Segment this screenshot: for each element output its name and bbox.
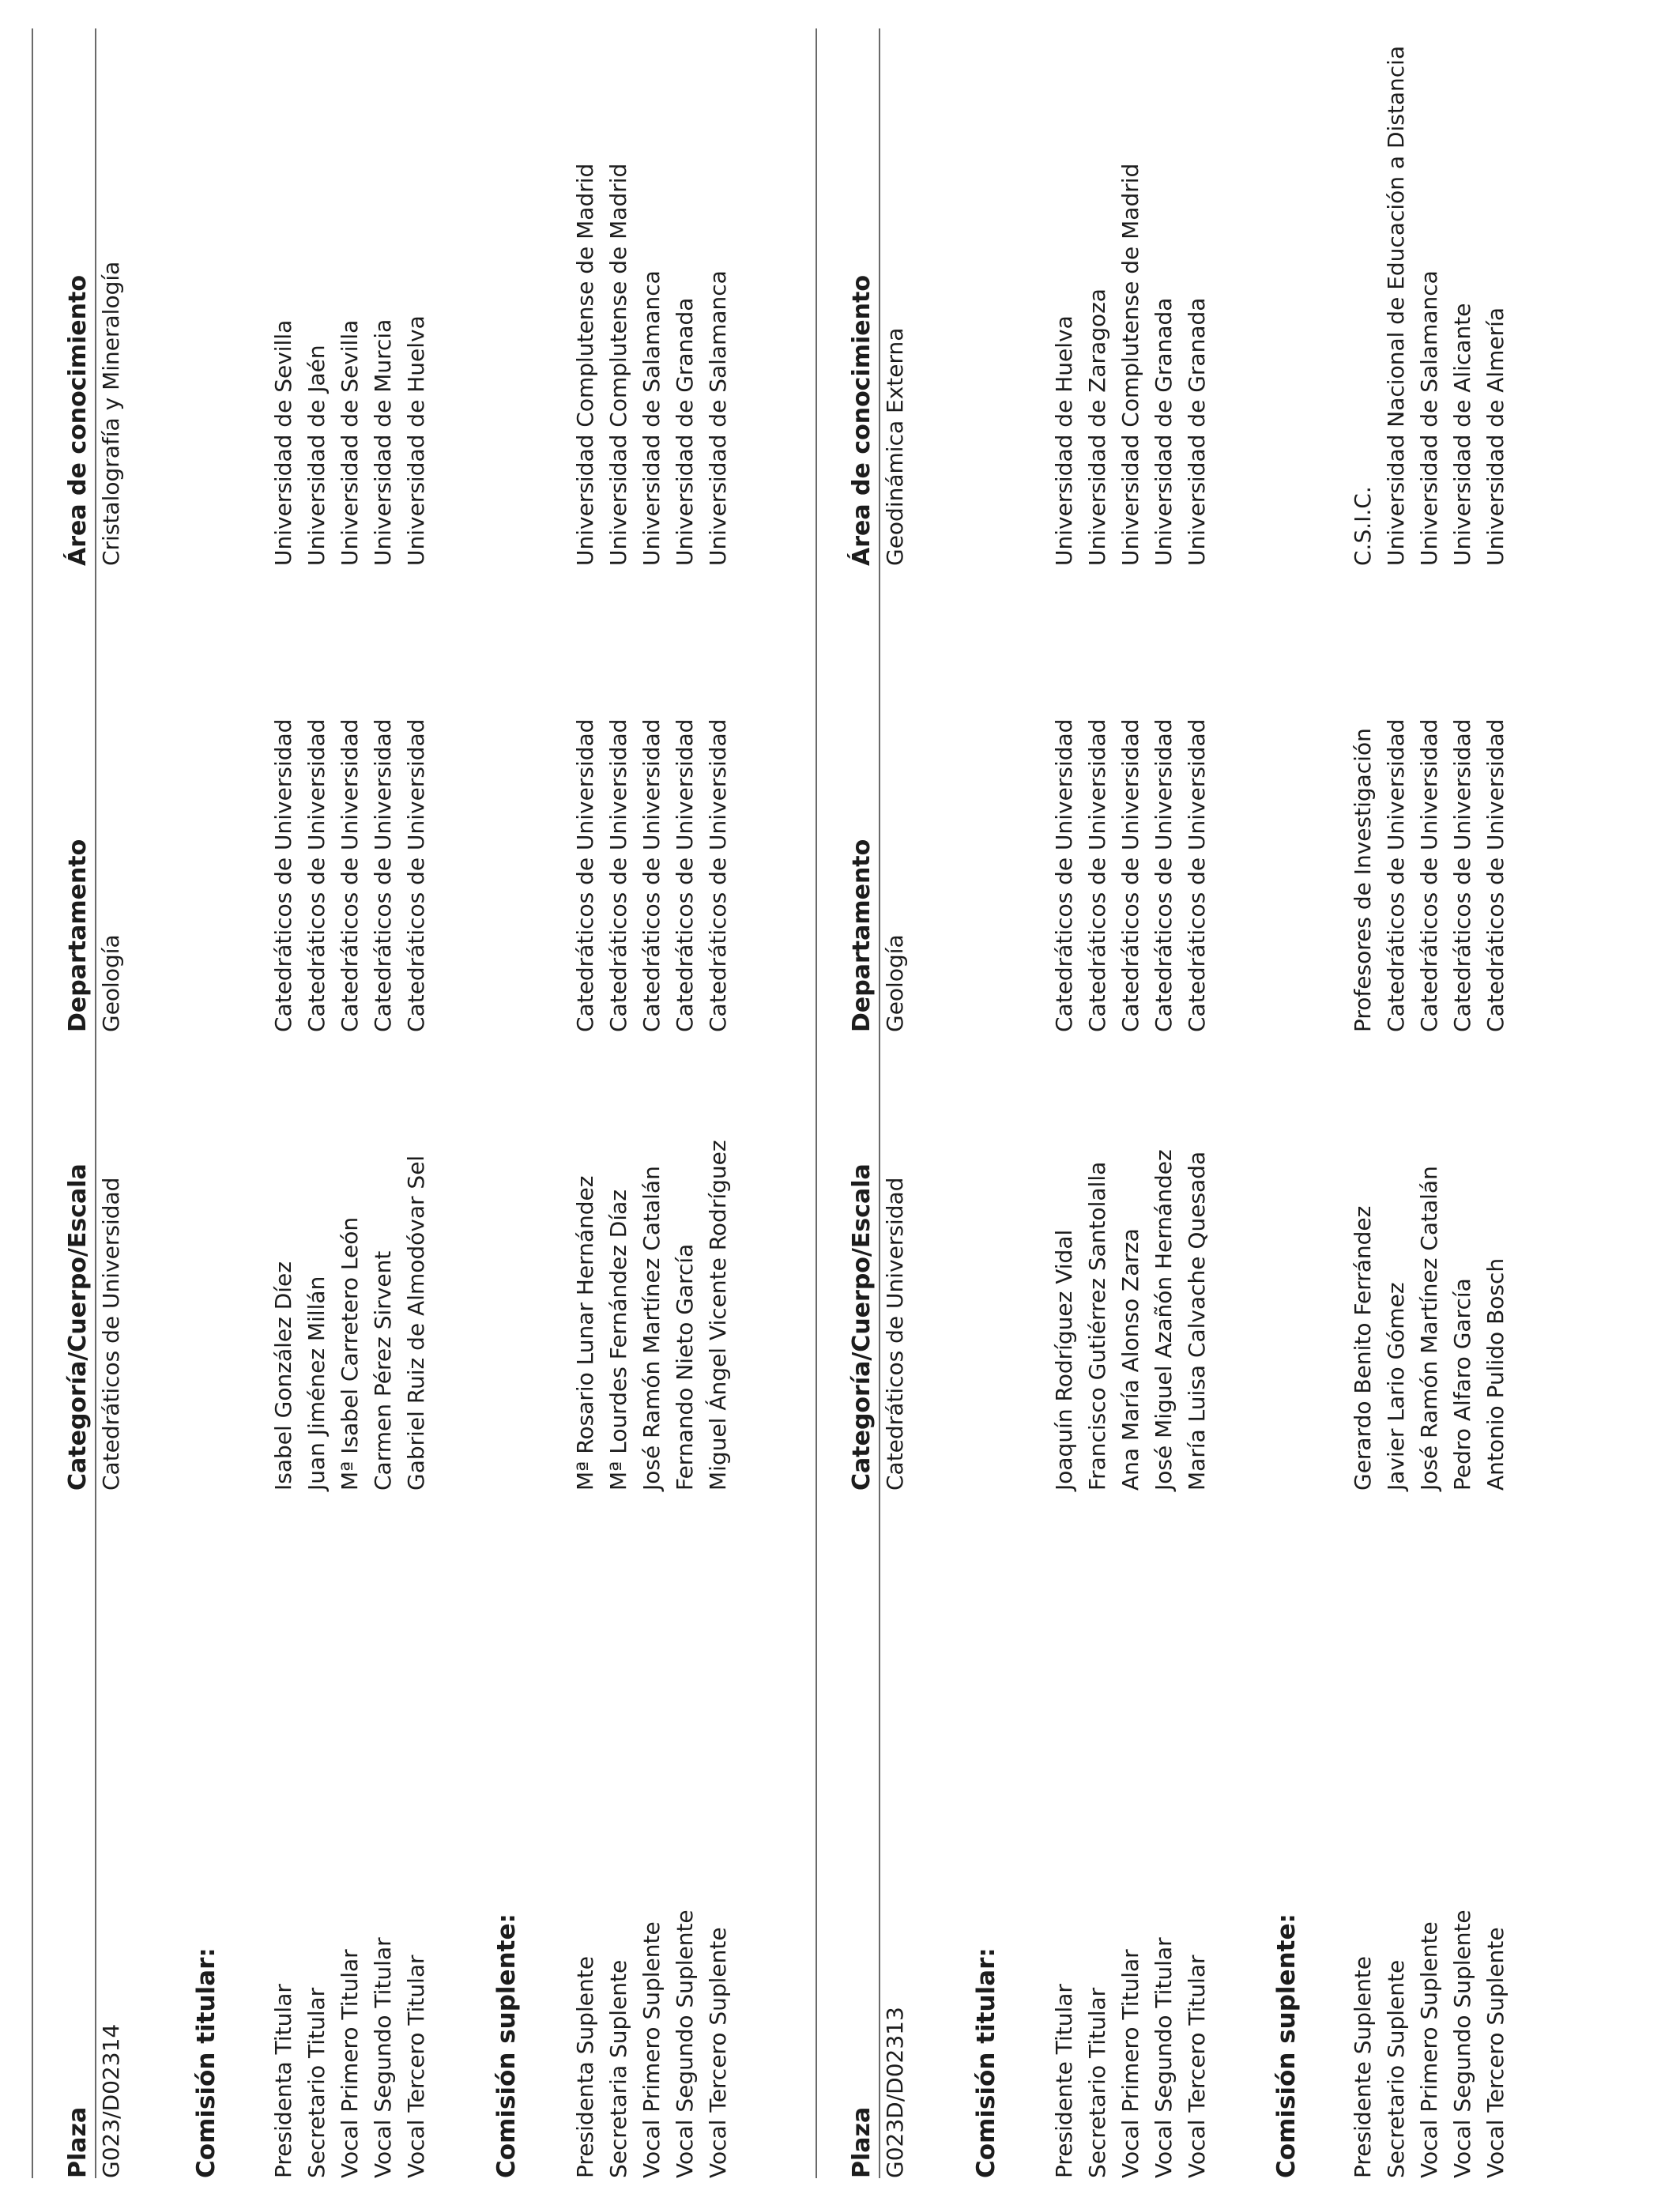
member-role: Vocal Primero Titular	[1117, 1949, 1143, 2178]
suplente-members	[1347, 28, 1512, 2178]
member-row	[1446, 28, 1479, 2178]
member-role: Presidenta Titular	[270, 1984, 296, 2178]
member-row	[1181, 28, 1214, 2178]
member-row	[300, 28, 333, 2178]
member-role: Vocal Segundo Suplente	[672, 1909, 698, 2178]
member-category: Catedráticos de Universidad	[705, 718, 731, 1032]
member-name: Javier Lario Gómez	[1383, 1282, 1409, 1491]
comision-titular-heading: Comisión titular:	[972, 1947, 1000, 2178]
member-name: José Ramón Martínez Catalán	[638, 1166, 665, 1491]
member-role: Secretaria Suplente	[605, 1959, 631, 2178]
member-university: Universidad Complutense de Madrid	[572, 163, 598, 566]
plaza-code: G023D/D02313	[882, 2007, 908, 2178]
plaza-categoria: Catedráticos de Universidad	[98, 1177, 124, 1491]
plaza-area: Cristalografía y Mineralogía	[98, 261, 124, 566]
member-role: Vocal Primero Suplente	[638, 1921, 665, 2178]
member-name: Francisco Gutiérrez Santolalla	[1084, 1161, 1110, 1491]
member-category: Catedráticos de Universidad	[638, 718, 665, 1032]
member-category: Catedráticos de Universidad	[605, 718, 631, 1032]
member-name: Gabriel Ruiz de Almodóvar Sel	[403, 1155, 429, 1491]
member-name: Joaquín Rodríguez Vidal	[1051, 1229, 1077, 1491]
member-university: Universidad de Granada	[672, 297, 698, 566]
member-category: Catedráticos de Universidad	[337, 718, 363, 1032]
header-categoria: Categoría/Cuerpo/Escala	[848, 1163, 876, 1491]
member-row	[602, 28, 635, 2178]
member-category: Catedráticos de Universidad	[572, 718, 598, 1032]
comision-suplente-heading: Comisión suplente:	[492, 1913, 521, 2178]
member-university: Universidad de Zaragoza	[1084, 288, 1110, 566]
top-rule	[32, 28, 33, 2178]
member-category: Catedráticos de Universidad	[1416, 718, 1442, 1032]
member-name: Ana María Alonso Zarza	[1117, 1228, 1143, 1491]
member-university: Universidad Complutense de Madrid	[605, 163, 631, 566]
member-university: Universidad de Huelva	[1051, 315, 1077, 566]
plaza-categoria: Catedráticos de Universidad	[882, 1177, 908, 1491]
header-plaza: Plaza	[64, 2106, 92, 2178]
member-row	[569, 28, 602, 2178]
member-role: Vocal Segundo Suplente	[1449, 1909, 1475, 2178]
member-row	[1114, 28, 1147, 2178]
member-role: Vocal Segundo Titular	[370, 1937, 396, 2178]
member-row	[1380, 28, 1413, 2178]
member-name: Pedro Alfaro García	[1449, 1278, 1475, 1491]
member-role: Secretario Titular	[1084, 1987, 1110, 2178]
member-role: Presidente Suplente	[1350, 1956, 1376, 2178]
member-row	[1048, 28, 1081, 2178]
member-name: Mª Lourdes Fernández Díaz	[605, 1189, 631, 1491]
member-role: Vocal Primero Suplente	[1416, 1921, 1442, 2178]
header-area: Área de conocimiento	[64, 275, 92, 566]
member-category: Catedráticos de Universidad	[403, 718, 429, 1032]
member-category: Profesores de Investigación	[1350, 728, 1376, 1032]
member-role: Vocal Tercero Suplente	[1482, 1927, 1509, 2178]
member-category: Catedráticos de Universidad	[270, 718, 296, 1032]
member-university: Universidad de Jaén	[303, 345, 330, 566]
member-role: Vocal Segundo Titular	[1151, 1937, 1177, 2178]
top-rule	[816, 28, 817, 2178]
member-name: Antonio Pulido Bosch	[1482, 1257, 1509, 1491]
member-role: Presidenta Suplente	[572, 1956, 598, 2178]
member-category: Catedráticos de Universidad	[1184, 718, 1210, 1032]
member-name: José Ramón Martínez Catalán	[1416, 1166, 1442, 1491]
member-row	[1479, 28, 1512, 2178]
member-role: Vocal Tercero Titular	[403, 1955, 429, 2178]
member-category: Catedráticos de Universidad	[1117, 718, 1143, 1032]
member-role: Vocal Tercero Titular	[1184, 1955, 1210, 2178]
member-name: María Luisa Calvache Quesada	[1184, 1151, 1210, 1491]
member-name: Carmen Pérez Sirvent	[370, 1250, 396, 1491]
member-row	[1347, 28, 1380, 2178]
member-row	[333, 28, 367, 2178]
member-name: José Miguel Azañón Hernández	[1151, 1149, 1177, 1491]
member-category: Catedráticos de Universidad	[303, 718, 330, 1032]
member-university: Universidad de Granada	[1184, 297, 1210, 566]
member-university: C.S.I.C.	[1350, 486, 1376, 566]
member-category: Catedráticos de Universidad	[1051, 718, 1077, 1032]
member-university: Universidad de Huelva	[403, 315, 429, 566]
member-name: Juan Jiménez Millán	[303, 1276, 330, 1491]
comision-suplente-heading: Comisión suplente:	[1272, 1913, 1301, 2178]
member-university: Universidad de Alicante	[1449, 303, 1475, 566]
member-category: Catedráticos de Universidad	[1151, 718, 1177, 1032]
member-university: Universidad de Sevilla	[270, 319, 296, 566]
member-role: Secretario Titular	[303, 1987, 330, 2178]
member-university: Universidad Complutense de Madrid	[1117, 163, 1143, 566]
plaza-departamento: Geología	[98, 934, 124, 1032]
member-row	[1081, 28, 1114, 2178]
member-university: Universidad de Granada	[1151, 297, 1177, 566]
member-university: Universidad de Almería	[1482, 307, 1509, 566]
member-university: Universidad de Salamanca	[705, 270, 731, 566]
member-role: Presidente Titular	[1051, 1984, 1077, 2178]
member-role: Vocal Tercero Suplente	[705, 1927, 731, 2178]
member-university: Universidad de Murcia	[370, 319, 396, 566]
member-name: Fernando Nieto García	[672, 1243, 698, 1491]
member-row	[635, 28, 669, 2178]
member-row	[367, 28, 400, 2178]
member-university: Universidad de Sevilla	[337, 319, 363, 566]
comision-titular-heading: Comisión titular:	[192, 1947, 220, 2178]
member-row	[1147, 28, 1181, 2178]
member-row	[400, 28, 433, 2178]
member-role: Vocal Primero Titular	[337, 1949, 363, 2178]
member-row	[267, 28, 300, 2178]
member-name: Isabel González Díez	[270, 1261, 296, 1491]
member-name: Gerardo Benito Ferrández	[1350, 1205, 1376, 1491]
header-departamento: Departamento	[64, 839, 92, 1032]
plaza-code: G023/D02314	[98, 2023, 124, 2178]
member-role: Secretario Suplente	[1383, 1959, 1409, 2178]
member-category: Catedráticos de Universidad	[370, 718, 396, 1032]
member-name: Mª Isabel Carretero León	[337, 1216, 363, 1491]
member-university: Universidad de Salamanca	[1416, 270, 1442, 566]
member-name: Mª Rosario Lunar Hernández	[572, 1175, 598, 1491]
suplente-members	[569, 28, 735, 2178]
header-categoria: Categoría/Cuerpo/Escala	[64, 1163, 92, 1491]
titular-members	[267, 28, 433, 2178]
member-category: Catedráticos de Universidad	[1383, 718, 1409, 1032]
member-row	[702, 28, 735, 2178]
member-category: Catedráticos de Universidad	[1482, 718, 1509, 1032]
member-category: Catedráticos de Universidad	[672, 718, 698, 1032]
member-name: Miguel Ángel Vicente Rodríguez	[705, 1140, 731, 1491]
member-category: Catedráticos de Universidad	[1084, 718, 1110, 1032]
member-university: Universidad de Salamanca	[638, 270, 665, 566]
header-area: Área de conocimiento	[848, 275, 876, 566]
header-plaza: Plaza	[848, 2106, 876, 2178]
member-university: Universidad Nacional de Educación a Distancia	[1383, 45, 1409, 566]
member-row	[669, 28, 702, 2178]
titular-members	[1048, 28, 1214, 2178]
plaza-area: Geodinámica Externa	[882, 327, 908, 566]
member-category: Catedráticos de Universidad	[1449, 718, 1475, 1032]
plaza-departamento: Geología	[882, 934, 908, 1032]
header-departamento: Departamento	[848, 839, 876, 1032]
member-row	[1413, 28, 1446, 2178]
